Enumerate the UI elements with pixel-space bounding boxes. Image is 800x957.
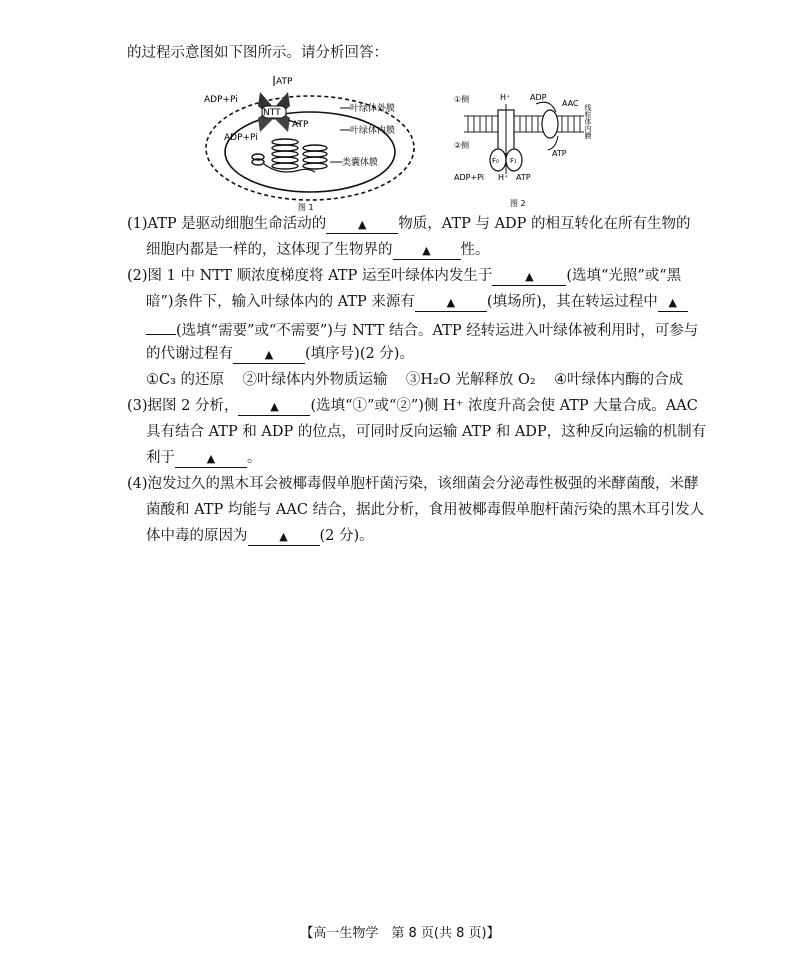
fig2-h-bottom: H⁺	[498, 173, 509, 182]
q2-line3: (选填“需要”或“不需要”)与 NTT 结合。ATP 经转运进入叶绿体被利用时，可参与	[146, 317, 698, 342]
inner-membrane-ellipse	[225, 112, 395, 192]
fig2-atp-right: ATP	[552, 149, 567, 158]
q1-line2: 细胞内都是一样的，这体现了生物界的 ▲ 性。	[146, 242, 490, 258]
thylakoid-small	[252, 154, 264, 165]
q1-line1: (1)ATP 是驱动细胞生命活动的 ▲ 物质，ATP 与 ADP 的相互转化在所有生物的	[127, 216, 691, 232]
fig2-adp-pi: ADP+Pi	[454, 173, 485, 182]
fig2-side1: ①侧	[454, 95, 470, 104]
option-2: ②叶绿体内外物质运输	[242, 372, 388, 388]
q4-line3: 体中毒的原因为 ▲ (2 分)。	[146, 528, 374, 544]
option-3: ③H₂O 光解释放 O₂	[405, 372, 536, 388]
q2-line1: (2)图 1 中 NTT 顺浓度梯度将 ATP 运至叶绿体内发生于 ▲ (选填“光照”或“黑	[127, 268, 682, 284]
answer-blank[interactable]: ▲	[238, 398, 310, 416]
q2-options	[146, 369, 683, 391]
option-4: ④叶绿体内酶的合成	[554, 372, 684, 388]
fig1-ntt: NTT	[263, 108, 281, 118]
fig1-atp-top: ATP	[276, 77, 293, 87]
fig1-atp-inner: ATP	[292, 120, 309, 130]
q3-line2: 具有结合 ATP 和 ADP 的位点，可同时反向运输 ATP 和 ADP，这种反向运输的机制有	[146, 424, 707, 440]
answer-blank[interactable]: ▲	[658, 294, 688, 312]
fig1-outer-membrane-label: 叶绿体外膜	[350, 104, 396, 114]
fig2-f1: F₁	[510, 157, 517, 165]
fig1-adp-pi-left: ADP+Pi	[204, 95, 238, 105]
q2-line2: 暗”)条件下，输入叶绿体内的 ATP 来源有 ▲ (填场所)，其在转运过程中 ▲	[146, 291, 688, 313]
answer-blank[interactable]: ▲	[492, 268, 566, 286]
intro-text: 的过程示意图如下图所示。请分析回答：	[127, 45, 388, 61]
q2-line4: 的代谢过程有 ▲ (填序号)(2 分)。	[146, 346, 414, 362]
fig2-side2: ②侧	[454, 141, 470, 150]
thylakoid-stack-1	[272, 139, 298, 169]
membrane-bilayer	[464, 116, 584, 132]
answer-blank[interactable]: ▲	[415, 294, 487, 312]
answer-blank[interactable]: ▲	[326, 216, 398, 234]
fig1-adp-pi-inner: ADP+Pi	[224, 133, 258, 143]
answer-blank[interactable]: ▲	[248, 528, 320, 546]
q3-line1: (3)据图 2 分析， ▲ (选填“①”或“②”)侧 H⁺ 浓度升高会使 ATP 大量合成。AAC	[127, 398, 698, 414]
q4-line2: 菌酸和 ATP 均能与 AAC 结合，据此分析，食用被椰毒假单胞杆菌污染的黑木耳引发人	[146, 502, 705, 518]
q4-line1: (4)泡发过久的黑木耳会被椰毒假单胞杆菌污染，该细菌会分泌毒性极强的米酵菌酸，米酵	[127, 476, 699, 492]
thylakoid-stack-2	[303, 145, 327, 169]
fig2-aac: AAC	[562, 99, 579, 108]
answer-blank[interactable]: ▲	[233, 346, 305, 364]
fig2-f0: F₀	[492, 157, 499, 165]
page-footer: 【高一生物学 第 8 页(共 8 页)】	[300, 926, 500, 941]
answer-blank[interactable]: ▲	[175, 450, 247, 468]
answer-blank[interactable]: ▲	[393, 242, 461, 260]
aac-carrier	[542, 110, 558, 138]
fig2-mito-label: 线粒体内膜	[584, 104, 592, 139]
fig2-h-top: H⁺	[500, 93, 511, 102]
answer-blank-cont[interactable]	[146, 317, 176, 335]
q3-line3: 利于 ▲ 。	[146, 450, 262, 466]
figure-1	[190, 72, 440, 214]
fig1-thylakoid-label: 类囊体膜	[342, 158, 379, 168]
fig2-atp-bottom: ATP	[516, 173, 531, 182]
fig1-caption: 图 1	[298, 203, 314, 212]
fig2-caption: 图 2	[510, 199, 526, 208]
option-1: ①C₃ 的还原	[146, 372, 225, 388]
figure-2	[452, 88, 602, 214]
fig2-adp: ADP	[530, 93, 547, 102]
fig1-inner-membrane-label: 叶绿体内膜	[350, 126, 396, 136]
